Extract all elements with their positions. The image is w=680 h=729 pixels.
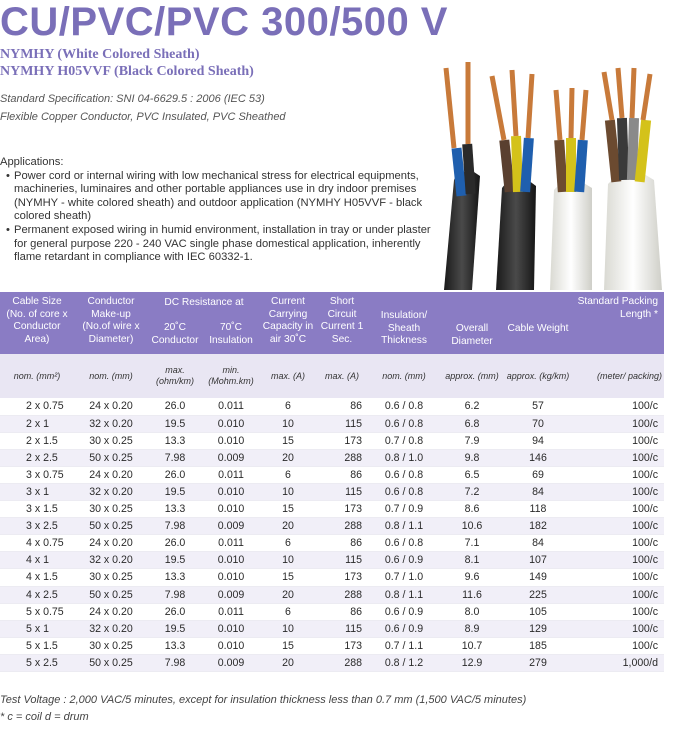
table-cell: 0.8 / 1.1 — [368, 518, 440, 535]
test-voltage-note: Test Voltage : 2,000 VAC/5 minutes, except for insulation thickness less than 0.7 mm (1,500 VAC/5 minutes) — [0, 694, 527, 706]
table-cell: 19.5 — [148, 552, 202, 569]
table-cell: 7.98 — [148, 654, 202, 671]
table-cell: 100/c — [572, 483, 664, 500]
table-cell: 1,000/d — [572, 654, 664, 671]
table-cell: 30 x 0.25 — [74, 432, 148, 449]
table-cell: 100/c — [572, 637, 664, 654]
table-cell: 50 x 0.25 — [74, 518, 148, 535]
subtitle-black-sheath: NYMHY H05VVF (Black Colored Sheath) — [0, 64, 254, 79]
table-cell: 0.009 — [202, 518, 260, 535]
table-cell: 0.010 — [202, 637, 260, 654]
table-cell: 100/c — [572, 586, 664, 603]
table-cell: 8.9 — [440, 620, 504, 637]
table-cell: 288 — [316, 449, 368, 466]
table-cell: 6 — [260, 466, 316, 483]
unit-cell: min. (Mohm.km) — [202, 354, 260, 398]
table-row — [0, 552, 664, 569]
table-cell: 84 — [504, 535, 572, 552]
subtitle-white-sheath: NYMHY (White Colored Sheath) — [0, 47, 200, 62]
table-row — [0, 569, 664, 586]
applications-heading: Applications: — [0, 156, 64, 168]
specification-table — [0, 292, 664, 672]
table-row — [0, 483, 664, 500]
table-cell: 0.8 / 1.2 — [368, 654, 440, 671]
table-cell: 0.010 — [202, 415, 260, 432]
table-cell: 149 — [504, 569, 572, 586]
table-cell: 20 — [260, 586, 316, 603]
table-cell: 0.010 — [202, 483, 260, 500]
table-row — [0, 637, 664, 654]
table-cell: 100/c — [572, 432, 664, 449]
applications-section — [0, 156, 440, 265]
unit-cell: max. (A) — [260, 354, 316, 398]
unit-cell: approx. (kg/km) — [504, 354, 572, 398]
table-cell: 15 — [260, 501, 316, 518]
unit-cell: nom. (mm) — [368, 354, 440, 398]
packing-legend: * c = coil d = drum — [0, 711, 89, 723]
table-cell: 30 x 0.25 — [74, 569, 148, 586]
table-cell: 20 — [260, 518, 316, 535]
table-cell: 10.7 — [440, 637, 504, 654]
header-cable-size: Cable Size (No. of core x Conductor Area) — [0, 292, 74, 354]
table-cell: 5 x 0.75 — [0, 603, 74, 620]
table-cell: 100/c — [572, 535, 664, 552]
white-cable-four-core — [604, 68, 662, 290]
table-cell: 0.8 / 1.0 — [368, 449, 440, 466]
table-cell: 2 x 1 — [0, 415, 74, 432]
table-cell: 0.8 / 1.1 — [368, 586, 440, 603]
header-dc-resistance — [148, 292, 260, 354]
table-cell: 20 — [260, 654, 316, 671]
table-row — [0, 654, 664, 671]
header-dc-group: DC Resistance at — [164, 297, 244, 308]
table-cell: 107 — [504, 552, 572, 569]
table-cell: 100/c — [572, 398, 664, 415]
table-cell: 15 — [260, 637, 316, 654]
table-cell: 0.011 — [202, 535, 260, 552]
page-title: CU/PVC/PVC 300/500 V — [0, 0, 448, 44]
table-cell: 6.8 — [440, 415, 504, 432]
table-row — [0, 415, 664, 432]
table-cell: 26.0 — [148, 603, 202, 620]
table-cell: 118 — [504, 501, 572, 518]
table-cell: 0.009 — [202, 449, 260, 466]
table-cell: 100/c — [572, 552, 664, 569]
table-cell: 4 x 1 — [0, 552, 74, 569]
table-cell: 100/c — [572, 415, 664, 432]
table-cell: 24 x 0.20 — [74, 535, 148, 552]
table-cell: 94 — [504, 432, 572, 449]
table-cell: 86 — [316, 603, 368, 620]
cable-illustration — [432, 60, 676, 290]
header-packing-length: Standard Packing Length * — [572, 292, 664, 354]
table-cell: 225 — [504, 586, 572, 603]
unit-cell: max. (A) — [316, 354, 368, 398]
table-cell: 8.0 — [440, 603, 504, 620]
table-row — [0, 432, 664, 449]
table-cell: 6.5 — [440, 466, 504, 483]
table-cell: 100/c — [572, 620, 664, 637]
table-cell: 13.3 — [148, 501, 202, 518]
table-row — [0, 535, 664, 552]
table-cell: 115 — [316, 415, 368, 432]
table-cell: 0.010 — [202, 569, 260, 586]
table-cell: 3 x 2.5 — [0, 518, 74, 535]
header-current-capacity: Current Carrying Capacity in air 30˚C — [260, 292, 316, 354]
table-cell: 70 — [504, 415, 572, 432]
table-cell: 11.6 — [440, 586, 504, 603]
table-cell: 30 x 0.25 — [74, 637, 148, 654]
table-cell: 173 — [316, 432, 368, 449]
table-cell: 15 — [260, 569, 316, 586]
header-insulation-thickness: Insulation/ Sheath Thickness — [368, 292, 440, 354]
table-cell: 288 — [316, 518, 368, 535]
table-cell: 19.5 — [148, 620, 202, 637]
table-cell: 279 — [504, 654, 572, 671]
table-cell: 0.7 / 1.1 — [368, 637, 440, 654]
table-cell: 84 — [504, 483, 572, 500]
table-cell: 2 x 1.5 — [0, 432, 74, 449]
table-cell: 6 — [260, 398, 316, 415]
header-conductor-makeup: Conductor Make-up (No.of wire x Diameter) — [74, 292, 148, 354]
header-dc-70: 70˚C Insulation — [209, 322, 253, 346]
table-cell: 0.009 — [202, 654, 260, 671]
unit-cell: nom. (mm) — [74, 354, 148, 398]
table-cell: 32 x 0.20 — [74, 620, 148, 637]
table-cell: 8.6 — [440, 501, 504, 518]
table-cell: 86 — [316, 535, 368, 552]
table-cell: 0.010 — [202, 501, 260, 518]
table-cell: 3 x 1 — [0, 483, 74, 500]
table-cell: 9.6 — [440, 569, 504, 586]
table-cell: 0.6 / 0.8 — [368, 415, 440, 432]
list-item: • Permanent exposed wiring in humid environment, installation in tray or under plaster for general purpose 220 - 240 VAC single phase domestical application, inherently flame retardant in compliance with IEC 60332-1. — [6, 224, 440, 265]
table-cell: 4 x 0.75 — [0, 535, 74, 552]
table-cell: 8.1 — [440, 552, 504, 569]
header-cable-weight: Cable Weight — [504, 292, 572, 354]
table-cell: 6.2 — [440, 398, 504, 415]
table-cell: 0.011 — [202, 466, 260, 483]
table-cell: 6 — [260, 603, 316, 620]
table-row — [0, 518, 664, 535]
table-cell: 13.3 — [148, 432, 202, 449]
black-cable-three-core — [492, 70, 536, 290]
table-cell: 0.6 / 0.8 — [368, 535, 440, 552]
table-cell: 7.9 — [440, 432, 504, 449]
table-cell: 3 x 0.75 — [0, 466, 74, 483]
table-cell: 182 — [504, 518, 572, 535]
table-cell: 7.98 — [148, 586, 202, 603]
table-cell: 57 — [504, 398, 572, 415]
table-cell: 6 — [260, 535, 316, 552]
table-cell: 26.0 — [148, 398, 202, 415]
table-cell: 32 x 0.20 — [74, 415, 148, 432]
table-cell: 32 x 0.20 — [74, 552, 148, 569]
unit-cell: nom. (mm²) — [0, 354, 74, 398]
table-cell: 24 x 0.20 — [74, 466, 148, 483]
table-cell: 32 x 0.20 — [74, 483, 148, 500]
table-row — [0, 398, 664, 415]
table-cell: 50 x 0.25 — [74, 654, 148, 671]
table-cell: 7.98 — [148, 518, 202, 535]
table-cell: 100/c — [572, 569, 664, 586]
table-cell: 0.011 — [202, 603, 260, 620]
header-short-circuit: Short Circuit Current 1 Sec. — [316, 292, 368, 354]
table-row — [0, 620, 664, 637]
table-cell: 288 — [316, 654, 368, 671]
table-cell: 86 — [316, 466, 368, 483]
table-row — [0, 586, 664, 603]
table-cell: 30 x 0.25 — [74, 501, 148, 518]
table-cell: 26.0 — [148, 535, 202, 552]
black-cable-two-core — [444, 62, 480, 290]
white-cable-three-core — [550, 88, 592, 290]
table-cell: 0.6 / 0.9 — [368, 552, 440, 569]
table-cell: 2 x 0.75 — [0, 398, 74, 415]
table-cell: 10 — [260, 415, 316, 432]
table-cell: 69 — [504, 466, 572, 483]
table-cell: 7.98 — [148, 449, 202, 466]
header-dc-20: 20˚C Conductor — [151, 322, 199, 346]
header-overall-diameter: Overall Diameter — [440, 292, 504, 354]
table-cell: 173 — [316, 569, 368, 586]
table-cell: 19.5 — [148, 483, 202, 500]
table-cell: 115 — [316, 552, 368, 569]
table-row — [0, 449, 664, 466]
table-cell: 13.3 — [148, 637, 202, 654]
table-cell: 185 — [504, 637, 572, 654]
table-cell: 0.011 — [202, 398, 260, 415]
table-cell: 173 — [316, 637, 368, 654]
table-cell: 115 — [316, 483, 368, 500]
table-cell: 0.010 — [202, 620, 260, 637]
table-cell: 86 — [316, 398, 368, 415]
table-cell: 3 x 1.5 — [0, 501, 74, 518]
table-cell: 0.6 / 0.9 — [368, 620, 440, 637]
table-body — [0, 398, 664, 672]
table-cell: 5 x 2.5 — [0, 654, 74, 671]
construction-description: Flexible Copper Conductor, PVC Insulated, PVC Sheathed — [0, 111, 286, 123]
table-cell: 100/c — [572, 603, 664, 620]
table-cell: 5 x 1.5 — [0, 637, 74, 654]
table-cell: 10 — [260, 552, 316, 569]
table-cell: 0.6 / 0.8 — [368, 466, 440, 483]
table-cell: 24 x 0.20 — [74, 603, 148, 620]
table-cell: 19.5 — [148, 415, 202, 432]
standard-specification: Standard Specification: SNI 04-6629.5 : 2006 (IEC 53) — [0, 93, 265, 105]
table-cell: 0.009 — [202, 586, 260, 603]
table-cell: 13.3 — [148, 569, 202, 586]
table-cell: 100/c — [572, 449, 664, 466]
table-cell: 2 x 2.5 — [0, 449, 74, 466]
unit-cell: approx. (mm) — [440, 354, 504, 398]
unit-cell: (meter/ packing) — [572, 354, 664, 398]
table-cell: 12.9 — [440, 654, 504, 671]
table-cell: 15 — [260, 432, 316, 449]
table-cell: 105 — [504, 603, 572, 620]
table-cell: 10 — [260, 620, 316, 637]
table-cell: 20 — [260, 449, 316, 466]
table-cell: 50 x 0.25 — [74, 586, 148, 603]
table-cell: 288 — [316, 586, 368, 603]
table-cell: 10.6 — [440, 518, 504, 535]
table-cell: 100/c — [572, 518, 664, 535]
units-row — [0, 354, 664, 398]
table-cell: 100/c — [572, 501, 664, 518]
table-cell: 26.0 — [148, 466, 202, 483]
table-cell: 7.2 — [440, 483, 504, 500]
table-cell: 0.7 / 1.0 — [368, 569, 440, 586]
table-cell: 9.8 — [440, 449, 504, 466]
table-row — [0, 466, 664, 483]
table-cell: 146 — [504, 449, 572, 466]
table-cell: 0.010 — [202, 552, 260, 569]
table-cell: 0.7 / 0.9 — [368, 501, 440, 518]
table-cell: 0.6 / 0.9 — [368, 603, 440, 620]
table-cell: 173 — [316, 501, 368, 518]
table-row — [0, 501, 664, 518]
table-cell: 100/c — [572, 466, 664, 483]
table-row — [0, 603, 664, 620]
table-cell: 0.6 / 0.8 — [368, 483, 440, 500]
table-cell: 5 x 1 — [0, 620, 74, 637]
table-cell: 50 x 0.25 — [74, 449, 148, 466]
table-cell: 4 x 1.5 — [0, 569, 74, 586]
table-cell: 7.1 — [440, 535, 504, 552]
table-cell: 24 x 0.20 — [74, 398, 148, 415]
table-cell: 10 — [260, 483, 316, 500]
table-cell: 115 — [316, 620, 368, 637]
unit-cell: max. (ohm/km) — [148, 354, 202, 398]
list-item: • Power cord or internal wiring with low mechanical stress for electrical equipments, machineries, luminaires and other portable appliances use in dry indoor premises (NYMHY - white colored sheath) and outdoor application (NYMHY H05VVF - black colored sheath) — [6, 170, 440, 224]
applications-list — [6, 170, 440, 265]
table-cell: 0.010 — [202, 432, 260, 449]
table-cell: 4 x 2.5 — [0, 586, 74, 603]
table-cell: 0.6 / 0.8 — [368, 398, 440, 415]
table-cell: 0.7 / 0.8 — [368, 432, 440, 449]
table-cell: 129 — [504, 620, 572, 637]
